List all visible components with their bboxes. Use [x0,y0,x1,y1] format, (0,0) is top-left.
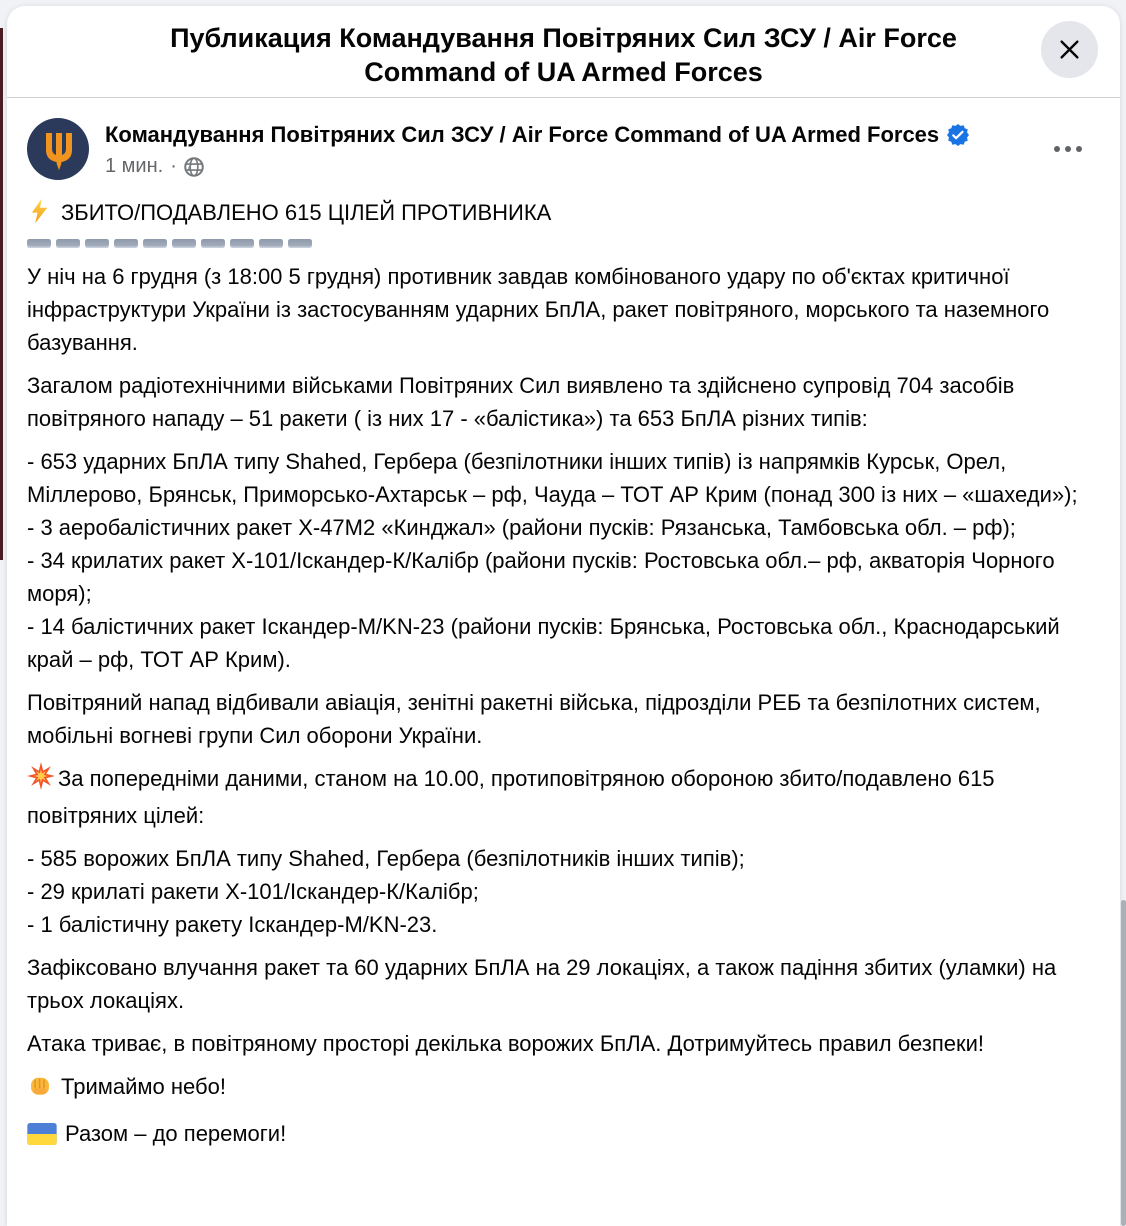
scrollbar-thumb[interactable] [1121,900,1126,1226]
dash-emoji [27,239,51,248]
verified-badge-icon [947,124,969,146]
dash-emoji [85,239,109,248]
meta-separator: · [170,155,177,177]
globe-public-icon [184,157,204,177]
post-paragraph: За попередніми даними, станом на 10.00, протиповітряною обороною збито/подавлено 615 повітряних цілей: [27,762,1100,832]
ukraine-flag-icon [27,1121,57,1154]
dash-emoji [56,239,80,248]
post-paragraph: Тримаймо небо! [27,1070,1100,1107]
trident-emblem-avatar[interactable] [27,118,89,180]
post-paragraphs [27,260,1100,1154]
post-meta-line [105,155,969,178]
dash-emoji [288,239,312,248]
post-paragraph: - 585 ворожих БпЛА типу Shahed, Гербера (безпілотників інших типів); - 29 крилаті ракети Х-101/Іскандер-К/Калібр; - 1 балістичну ракету Іскандер-M/KN-23. [27,846,745,937]
post-options-button[interactable] [1048,140,1088,158]
ellipsis-icon [1054,146,1082,152]
post-paragraph: Загалом радіотехнічними військами Повітряних Сил виявлено та здійснено супровід 704 засобів повітряного нападу – 51 ракети ( із них 17 - «балістика») та 653 БпЛА різних типів: [27,373,1015,431]
dash-emoji [143,239,167,248]
close-button[interactable] [1041,21,1098,78]
dash-divider-row [27,237,1100,250]
collision-icon [27,762,55,799]
timestamp-link[interactable]: 1 мин. [105,155,164,177]
dash-emoji [230,239,254,248]
post-paragraph: Повітряний напад відбивали авіація, зенітні ракетні війська, підрозділи РЕБ та безпілотних систем, мобільні вогневі групи Сил оборони України. [27,690,1041,748]
post-dialog [7,6,1120,1226]
post-paragraph: - 653 ударних БпЛА типу Shahed, Гербера (безпілотники інших типів) із напрямків Курськ, Орел, Міллерово, Брянськ, Приморсько-Ахтарськ – рф, Чауда – ТОТ АР Крим (понад 300 із них – «шахеди»); - 3 аеробалістичних ракет Х-47М2 «Кинджал» (райони пусків: Рязанська, Тамбовська обл. – рф); - 34 крилатих ракет Х-101/Іскандер-К/Калібр (райони пусків: Ростовська обл.– рф, акваторія Чорного моря); - 14 балістичних ракет Іскандер-M/KN-23 (райони пусків: Брянська, Ростовська обл., Краснодарський край – рф, ТОТ АР Крим). [27,449,1078,672]
post-text [27,196,1100,1154]
post-author-row [27,118,1100,180]
dialog-header [7,6,1120,98]
post-headline: ЗБИТО/ПОДАВЛЕНО 615 ЦІЛЕЙ ПРОТИВНИКА [27,196,1100,233]
dash-emoji [201,239,225,248]
dialog-title: Публикация Командування Повітряних Сил ЗСУ / Air Force Command of UA Armed Forces [170,23,957,87]
author-meta [105,118,969,178]
dash-emoji [259,239,283,248]
dash-emoji [172,239,196,248]
background-page-sliver [0,28,3,560]
post-paragraph: Разом – до перемоги! [27,1117,1100,1154]
author-name-link[interactable]: Командування Повітряних Сил ЗСУ / Air Force Command of UA Armed Forces [105,122,940,147]
fist-icon [27,1072,53,1107]
post-paragraph: Зафіксовано влучання ракет та 60 ударних БпЛА на 29 локаціях, а також падіння збитих (уламки) на трьох локаціях. [27,955,1057,1013]
scrollbar-track [1120,0,1126,1226]
post-paragraph: Атака триває, в повітряному просторі декілька ворожих БпЛА. Дотримуйтесь правил безпеки! [27,1031,985,1056]
close-icon [1056,36,1083,63]
lightning-icon [27,198,53,233]
post-paragraph: У ніч на 6 грудня (з 18:00 5 грудня) противник завдав комбінованого удару по об'єктах критичної інфраструктури України із застосуванням ударних БпЛА, ракет повітряного, морського та наземного базування. [27,264,1050,355]
post [7,118,1120,1154]
dash-emoji [114,239,138,248]
